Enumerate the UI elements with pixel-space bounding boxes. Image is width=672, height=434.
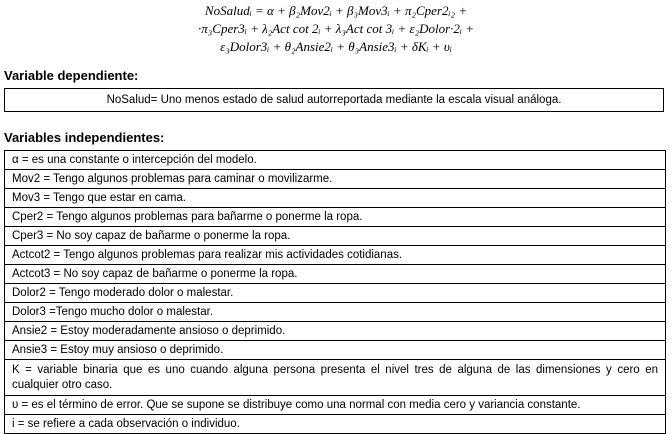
dependent-variable-heading: Variable dependiente: — [4, 68, 139, 83]
variable-actcot2-definition: Actcot2 = Tengo algunos problemas para realizar mis actividades cotidianas. — [5, 246, 666, 265]
independent-variables-heading: Variables independientes: — [4, 130, 165, 145]
variable-cper3-definition: Cper3 = No soy capaz de bañarme o ponerme la ropa. — [5, 227, 666, 246]
variable-dolor3-definition: Dolor3 =Tengo mucho dolor o malestar. — [5, 303, 666, 322]
variable-ansie3-definition: Ansie3 = Estoy muy ansioso o deprimido. — [5, 341, 666, 360]
independent-variables-table — [4, 150, 666, 434]
variable-alpha-definition: α = es una constante o intercepción del modelo. — [5, 151, 666, 170]
table-row — [5, 303, 666, 322]
variable-error-term-definition: υ = es el término de error. Que se supone se distribuye como una normal con media cero y variancia constante. — [5, 396, 666, 415]
dependent-variable-box: NoSalud= Uno menos estado de salud autorreportada mediante la escala visual análoga. — [4, 88, 664, 112]
table-row — [5, 415, 666, 434]
variable-ansie2-definition: Ansie2 = Estoy moderadamente ansioso o deprimido. — [5, 322, 666, 341]
table-row — [5, 151, 666, 170]
table-row — [5, 170, 666, 189]
equation-line-3: ε₃Dolor3ᵢ + θ₂Ansie2ᵢ + θ₃Ansie3ᵢ + δKᵢ + υᵢ — [220, 39, 452, 54]
table-row — [5, 360, 666, 396]
variable-i-definition: i = se refiere a cada observación o individuo. — [5, 415, 666, 434]
table-row — [5, 227, 666, 246]
variable-actcot3-definition: Actcot3 = No soy capaz de bañarme o ponerme la ropa. — [5, 265, 666, 284]
variable-k-definition: K = variable binaria que es uno cuando alguna persona presenta el nivel tres de alguna de las dimensiones y cero en cualquier otro caso. — [5, 360, 666, 396]
table-row — [5, 322, 666, 341]
table-row — [5, 396, 666, 415]
table-row — [5, 208, 666, 227]
table-row — [5, 284, 666, 303]
variable-mov2-definition: Mov2 = Tengo algunos problemas para caminar o movilizarme. — [5, 170, 666, 189]
table-row — [5, 189, 666, 208]
variable-mov3-definition: Mov3 = Tengo que estar en cama. — [5, 189, 666, 208]
table-row — [5, 265, 666, 284]
table-row — [5, 341, 666, 360]
variable-dolor2-definition: Dolor2 = Tengo moderado dolor o malestar. — [5, 284, 666, 303]
equation-line-2: ·π₃Cper3ᵢ + λ₂Act cot 2ᵢ + λ₃Act cot 3ᵢ + ε₂Dolor·2ᵢ + — [197, 21, 474, 36]
table-row — [5, 246, 666, 265]
equation-line-1: NoSaludᵢ = α + β₂Mov2ᵢ + β₃Mov3ᵢ + π₂Cper2ᵢ₂ + — [204, 3, 468, 18]
variable-cper2-definition: Cper2 = Tengo algunos problemas para bañarme o ponerme la ropa. — [5, 208, 666, 227]
